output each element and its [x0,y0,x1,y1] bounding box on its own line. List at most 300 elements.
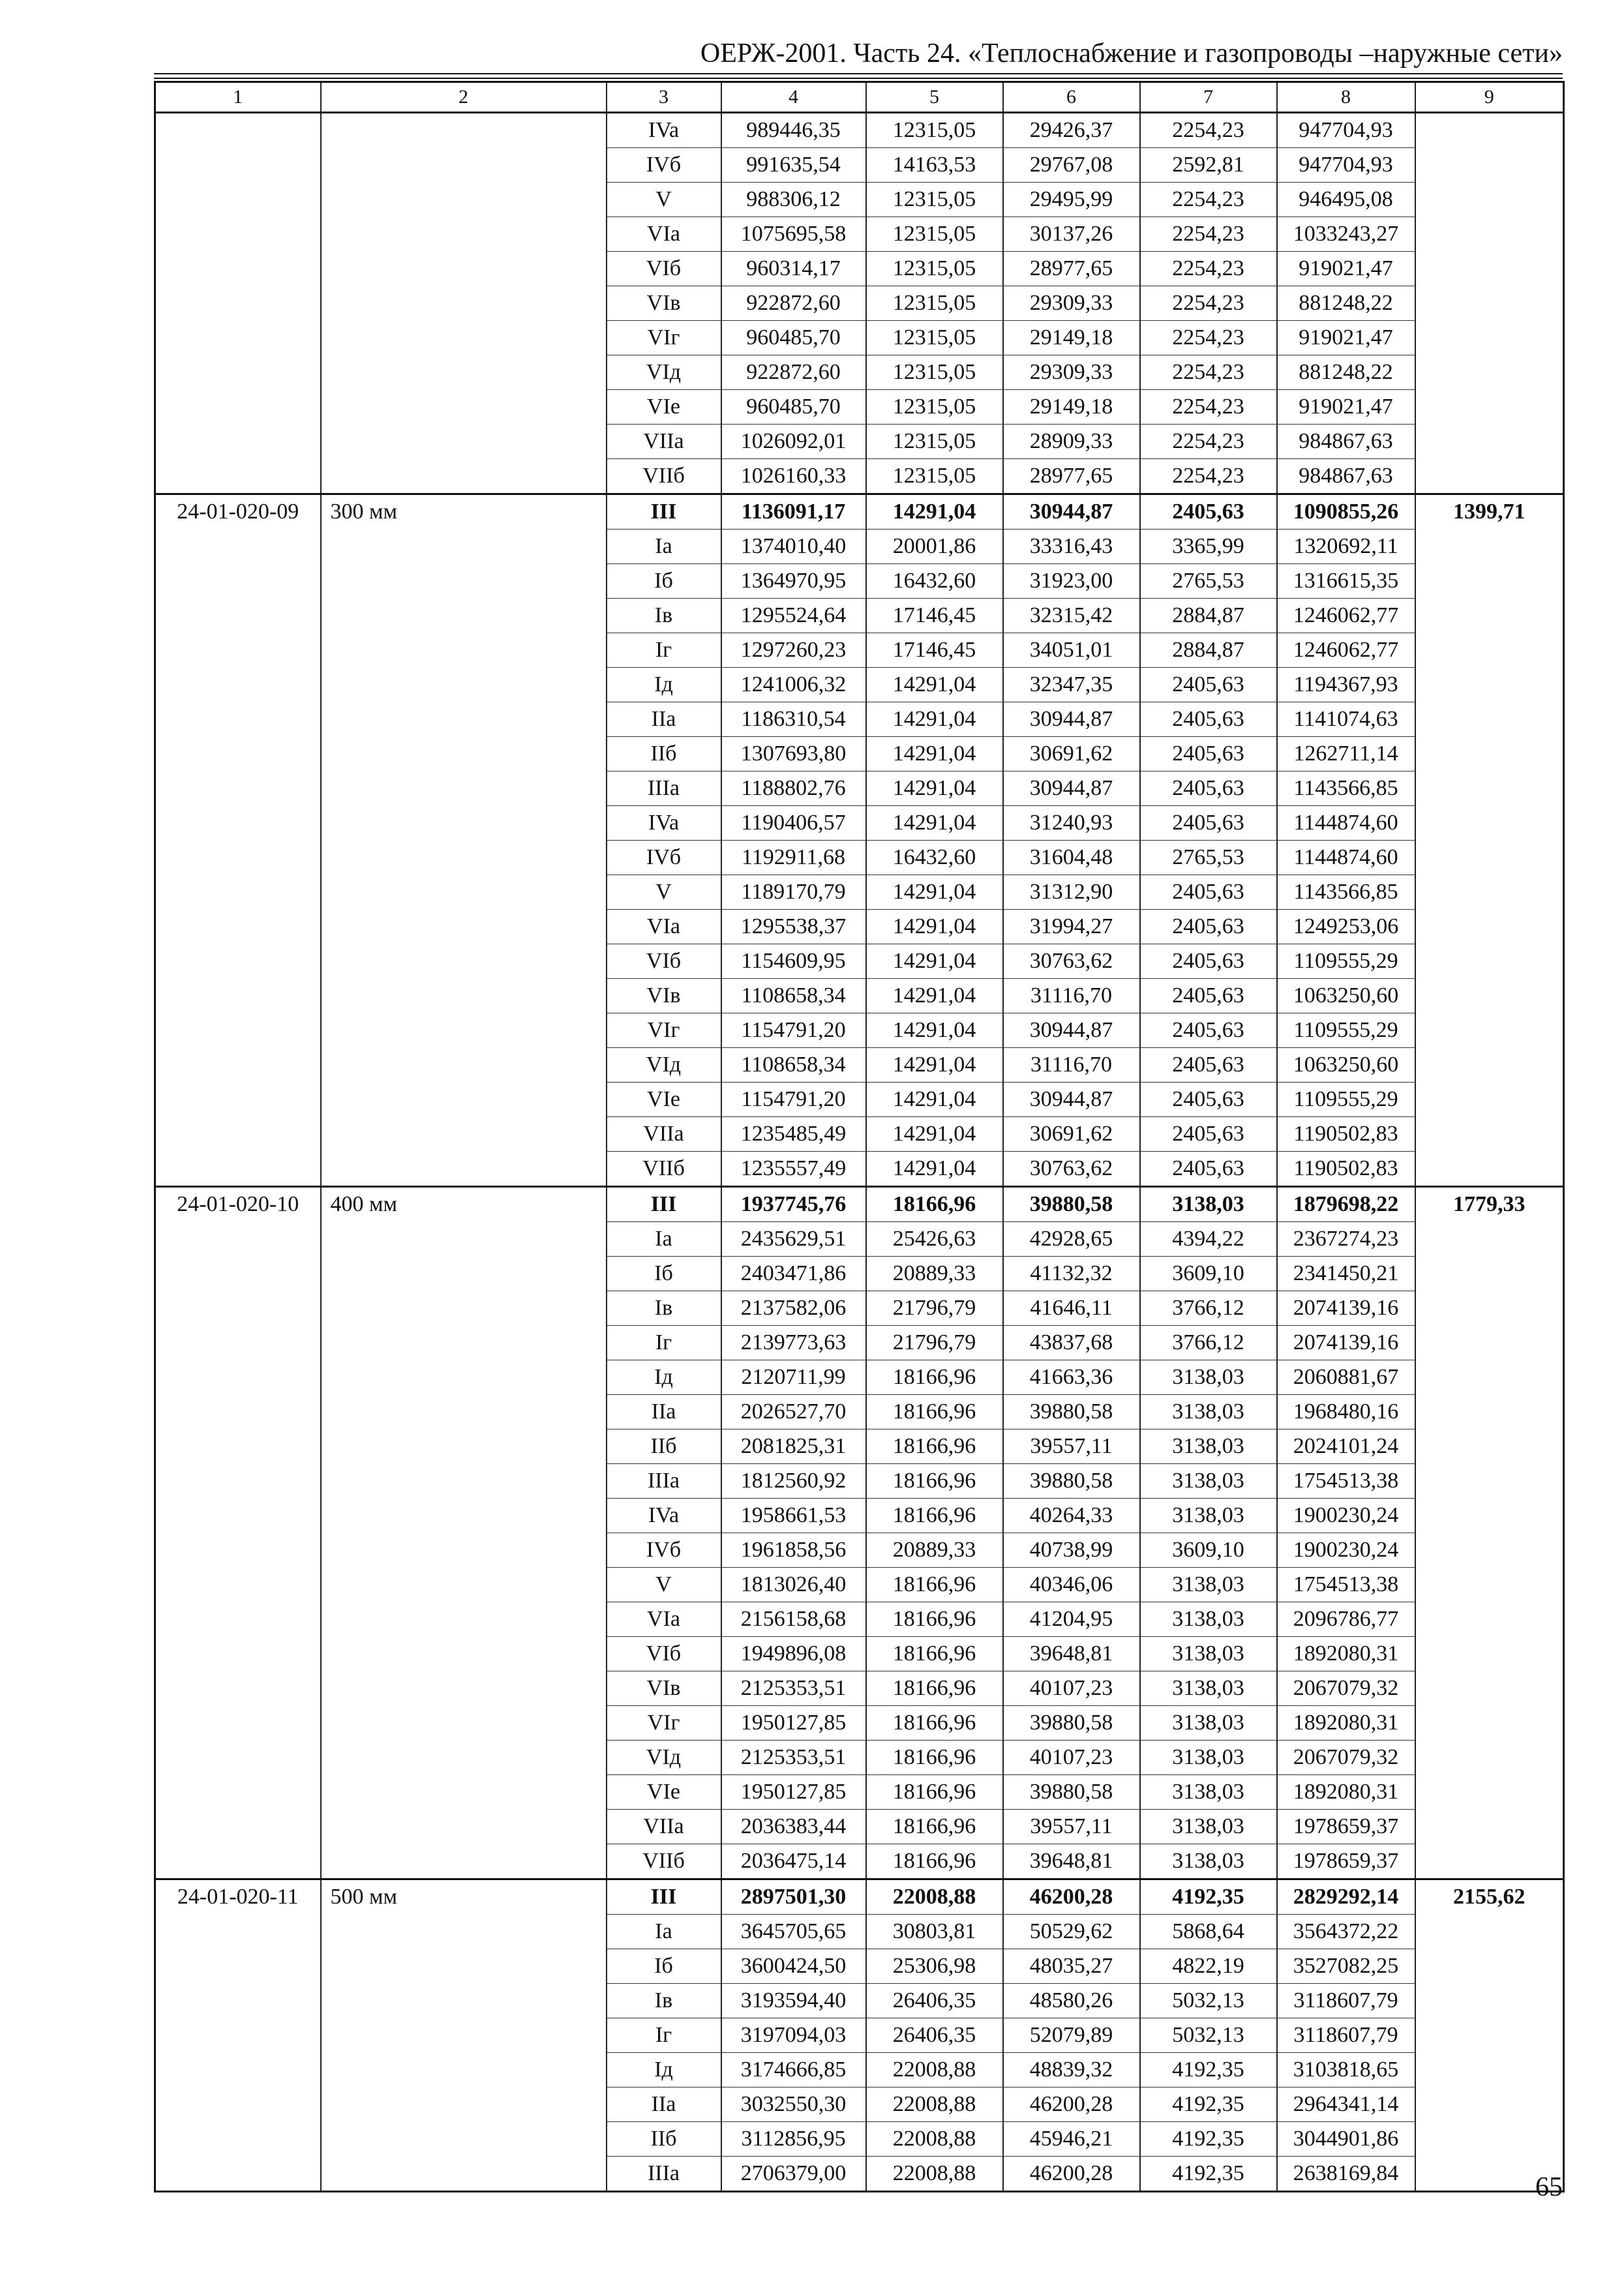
cost-value: 1307693,80 [721,737,866,771]
cost-value: 1033243,27 [1277,217,1415,252]
cost-value: 3138,03 [1140,1775,1277,1810]
cost-value: 1192911,68 [721,841,866,875]
cost-value: 12315,05 [866,183,1003,217]
cost-value: 947704,93 [1277,113,1415,148]
cost-value: 2341450,21 [1277,1257,1415,1291]
cost-value: 1892080,31 [1277,1775,1415,1810]
zone-category: IVa [607,1499,721,1533]
cost-value: 2026527,70 [721,1395,866,1429]
cost-value: 1141074,63 [1277,702,1415,737]
zone-category: III [607,494,721,530]
zone-category: IVa [607,113,721,148]
cost-value: 1364970,95 [721,564,866,599]
cost-value: 2405,63 [1140,1013,1277,1048]
cost-value: 50529,62 [1003,1915,1140,1949]
cost-value: 3138,03 [1140,1810,1277,1844]
cost-value: 2120711,99 [721,1360,866,1395]
cost-value: 3032550,30 [721,2087,866,2122]
cost-value: 30944,87 [1003,702,1140,737]
cost-value: 2765,53 [1140,841,1277,875]
zone-category: III [607,1879,721,1915]
cost-value: 947704,93 [1277,148,1415,183]
cost-value: 41663,36 [1003,1360,1140,1395]
cost-value: 29495,99 [1003,183,1140,217]
pipe-diameter: 400 мм [321,1187,607,1879]
cost-value: 18166,96 [866,1637,1003,1671]
cost-value: 48839,32 [1003,2053,1140,2087]
cost-value: 1108658,34 [721,979,866,1013]
cost-value: 41646,11 [1003,1291,1140,1326]
cost-value: 33316,43 [1003,530,1140,564]
cost-value: 22008,88 [866,2157,1003,2192]
cost-value: 881248,22 [1277,355,1415,390]
cost-value: 881248,22 [1277,286,1415,321]
cost-value: 1900230,24 [1277,1499,1415,1533]
cost-value: 1109555,29 [1277,1083,1415,1117]
cost-value: 31116,70 [1003,1048,1140,1083]
zone-category: VIIб [607,1152,721,1187]
cost-value: 46200,28 [1003,2157,1140,2192]
header-rule-top [154,73,1563,74]
cost-value: 2405,63 [1140,875,1277,910]
cost-value: 919021,47 [1277,321,1415,355]
cost-value: 31923,00 [1003,564,1140,599]
cost-value: 2884,87 [1140,633,1277,668]
cost-value: 2405,63 [1140,944,1277,979]
cost-value: 3138,03 [1140,1844,1277,1879]
cost-value: 1950127,85 [721,1775,866,1810]
cost-value: 34051,01 [1003,633,1140,668]
cost-value: 2405,63 [1140,1083,1277,1117]
column-number-row [155,82,1564,113]
labor-total [1415,113,1564,494]
cost-value: 31312,90 [1003,875,1140,910]
labor-total: 1779,33 [1415,1187,1564,1879]
cost-value: 12315,05 [866,286,1003,321]
zone-category: VIa [607,910,721,944]
cost-value: 1154791,20 [721,1013,866,1048]
cost-value: 42928,65 [1003,1222,1140,1257]
cost-value: 40107,23 [1003,1671,1140,1706]
cost-value: 3365,99 [1140,530,1277,564]
cost-value: 2036383,44 [721,1810,866,1844]
cost-value: 14291,04 [866,875,1003,910]
cost-value: 984867,63 [1277,425,1415,459]
zone-category: IIIa [607,1464,721,1499]
cost-value: 40738,99 [1003,1533,1140,1568]
cost-value: 960485,70 [721,321,866,355]
cost-value: 30691,62 [1003,1117,1140,1152]
rates-table [154,81,1565,2192]
cost-value: 17146,45 [866,599,1003,633]
cost-value: 1063250,60 [1277,979,1415,1013]
cost-value: 3766,12 [1140,1326,1277,1360]
cost-value: 28977,65 [1003,459,1140,494]
zone-category: III [607,1187,721,1222]
cost-value: 919021,47 [1277,252,1415,286]
cost-value: 2405,63 [1140,1117,1277,1152]
cost-value: 22008,88 [866,2053,1003,2087]
cost-value: 1958661,53 [721,1499,866,1533]
cost-value: 18166,96 [866,1775,1003,1810]
cost-value: 14291,04 [866,1117,1003,1152]
cost-value: 31116,70 [1003,979,1140,1013]
cost-value: 3645705,65 [721,1915,866,1949]
cost-value: 3527082,25 [1277,1949,1415,1984]
zone-category: VIг [607,321,721,355]
cost-value: 12315,05 [866,113,1003,148]
cost-value: 18166,96 [866,1741,1003,1775]
cost-value: 21796,79 [866,1291,1003,1326]
zone-category: VIб [607,944,721,979]
cost-value: 39880,58 [1003,1706,1140,1741]
cost-value: 28977,65 [1003,252,1140,286]
cost-value: 3138,03 [1140,1499,1277,1533]
cost-value: 2435629,51 [721,1222,866,1257]
cost-value: 2638169,84 [1277,2157,1415,2192]
cost-value: 1961858,56 [721,1533,866,1568]
cost-value: 20001,86 [866,530,1003,564]
cost-value: 1316615,35 [1277,564,1415,599]
cost-value: 1297260,23 [721,633,866,668]
cost-value: 4394,22 [1140,1222,1277,1257]
cost-value: 2254,23 [1140,390,1277,425]
zone-category: IVб [607,148,721,183]
cost-value: 14291,04 [866,668,1003,702]
cost-value: 17146,45 [866,633,1003,668]
cost-value: 29149,18 [1003,321,1140,355]
cost-value: 14291,04 [866,702,1003,737]
labor-total: 1399,71 [1415,494,1564,1187]
zone-category: VIг [607,1706,721,1741]
cost-value: 1108658,34 [721,1048,866,1083]
zone-category: VIIa [607,1810,721,1844]
cost-value: 1143566,85 [1277,771,1415,806]
cost-value: 1812560,92 [721,1464,866,1499]
zone-category: Iв [607,1984,721,2018]
cost-value: 1143566,85 [1277,875,1415,910]
cost-value: 1190406,57 [721,806,866,841]
cost-value: 2405,63 [1140,668,1277,702]
cost-value: 41204,95 [1003,1602,1140,1637]
zone-category: VIв [607,1671,721,1706]
cost-value: 1235485,49 [721,1117,866,1152]
cost-value: 48580,26 [1003,1984,1140,2018]
zone-category: VIIa [607,1117,721,1152]
cost-value: 2060881,67 [1277,1360,1415,1395]
cost-value: 2254,23 [1140,355,1277,390]
cost-value: 39880,58 [1003,1775,1140,1810]
cost-value: 1262711,14 [1277,737,1415,771]
cost-value: 2405,63 [1140,979,1277,1013]
cost-value: 3197094,03 [721,2018,866,2053]
zone-category: IIб [607,2122,721,2157]
cost-value: 3103818,65 [1277,2053,1415,2087]
cost-value: 3174666,85 [721,2053,866,2087]
cost-value: 1154791,20 [721,1083,866,1117]
cost-value: 960314,17 [721,252,866,286]
cost-value: 1063250,60 [1277,1048,1415,1083]
cost-value: 18166,96 [866,1602,1003,1637]
cost-value: 2254,23 [1140,183,1277,217]
cost-value: 16432,60 [866,841,1003,875]
cost-value: 2829292,14 [1277,1879,1415,1915]
cost-value: 5868,64 [1140,1915,1277,1949]
cost-value: 2096786,77 [1277,1602,1415,1637]
zone-category: VIд [607,1741,721,1775]
cost-value: 1136091,17 [721,494,866,530]
cost-value: 2254,23 [1140,321,1277,355]
cost-value: 2405,63 [1140,806,1277,841]
cost-value: 2074139,16 [1277,1291,1415,1326]
cost-value: 18166,96 [866,1706,1003,1741]
zone-category: VIд [607,1048,721,1083]
cost-value: 1075695,58 [721,217,866,252]
cost-value: 2081825,31 [721,1429,866,1464]
cost-value: 48035,27 [1003,1949,1140,1984]
cost-value: 46200,28 [1003,2087,1140,2122]
cost-value: 39880,58 [1003,1464,1140,1499]
cost-value: 18166,96 [866,1464,1003,1499]
cost-value: 2405,63 [1140,771,1277,806]
cost-value: 1241006,32 [721,668,866,702]
zone-category: Iб [607,1257,721,1291]
cost-value: 2405,63 [1140,1048,1277,1083]
zone-category: Iв [607,1291,721,1326]
zone-category: Ia [607,1915,721,1949]
cost-value: 14291,04 [866,979,1003,1013]
cost-value: 1950127,85 [721,1706,866,1741]
cost-value: 26406,35 [866,1984,1003,2018]
zone-category: VIIб [607,1844,721,1879]
cost-value: 3138,03 [1140,1706,1277,1741]
cost-value: 22008,88 [866,2087,1003,2122]
cost-value: 30944,87 [1003,1083,1140,1117]
cost-value: 1026092,01 [721,425,866,459]
cost-value: 31240,93 [1003,806,1140,841]
cost-value: 30944,87 [1003,1013,1140,1048]
cost-value: 1026160,33 [721,459,866,494]
cost-value: 30763,62 [1003,944,1140,979]
cost-value: 922872,60 [721,286,866,321]
column-number: 2 [321,82,607,113]
cost-value: 30691,62 [1003,737,1140,771]
cost-value: 3138,03 [1140,1187,1277,1222]
zone-category: VIe [607,1083,721,1117]
zone-category: VIa [607,217,721,252]
cost-value: 1320692,11 [1277,530,1415,564]
cost-value: 989446,35 [721,113,866,148]
cost-value: 22008,88 [866,2122,1003,2157]
cost-value: 25306,98 [866,1949,1003,1984]
cost-value: 3138,03 [1140,1637,1277,1671]
cost-value: 1144874,60 [1277,841,1415,875]
zone-category: IIIa [607,771,721,806]
table-row [155,494,1564,530]
cost-value: 3138,03 [1140,1741,1277,1775]
zone-category: VIIб [607,459,721,494]
cost-value: 1189170,79 [721,875,866,910]
cost-value: 1090855,26 [1277,494,1415,530]
page-header: ОЕРЖ-2001. Часть 24. «Теплоснабжение и газопроводы –наружные сети» [700,38,1563,68]
cost-value: 3138,03 [1140,1395,1277,1429]
zone-category: VIд [607,355,721,390]
cost-value: 14291,04 [866,806,1003,841]
cost-value: 2125353,51 [721,1741,866,1775]
cost-value: 2254,23 [1140,425,1277,459]
zone-category: Ia [607,530,721,564]
cost-value: 3609,10 [1140,1533,1277,1568]
cost-value: 14163,53 [866,148,1003,183]
zone-category: VIб [607,1637,721,1671]
zone-category: IIa [607,702,721,737]
cost-value: 14291,04 [866,910,1003,944]
cost-value: 1754513,38 [1277,1568,1415,1602]
cost-value: 1190502,83 [1277,1152,1415,1187]
zone-category: VIг [607,1013,721,1048]
cost-value: 2367274,23 [1277,1222,1415,1257]
cost-value: 4822,19 [1140,1949,1277,1984]
cost-value: 3138,03 [1140,1360,1277,1395]
cost-value: 14291,04 [866,1013,1003,1048]
cost-value: 41132,32 [1003,1257,1140,1291]
cost-value: 30944,87 [1003,494,1140,530]
zone-category: Iд [607,1360,721,1395]
cost-value: 39648,81 [1003,1637,1140,1671]
cost-value: 18166,96 [866,1360,1003,1395]
cost-value: 1892080,31 [1277,1637,1415,1671]
cost-value: 20889,33 [866,1533,1003,1568]
zone-category: IIб [607,1429,721,1464]
cost-value: 29309,33 [1003,355,1140,390]
cost-value: 3193594,40 [721,1984,866,2018]
column-number: 8 [1277,82,1415,113]
cost-value: 14291,04 [866,771,1003,806]
cost-value: 40346,06 [1003,1568,1140,1602]
rate-code: 24-01-020-11 [155,1879,321,2192]
cost-value: 1144874,60 [1277,806,1415,841]
zone-category: VIIa [607,425,721,459]
pipe-diameter [321,113,607,494]
zone-category: IVб [607,841,721,875]
zone-category: IVa [607,806,721,841]
cost-value: 2024101,24 [1277,1429,1415,1464]
zone-category: IIб [607,737,721,771]
rate-code: 24-01-020-09 [155,494,321,1187]
cost-value: 2074139,16 [1277,1326,1415,1360]
column-number: 7 [1140,82,1277,113]
cost-value: 12315,05 [866,425,1003,459]
cost-value: 1188802,76 [721,771,866,806]
cost-value: 14291,04 [866,1048,1003,1083]
cost-value: 18166,96 [866,1844,1003,1879]
cost-value: 22008,88 [866,1879,1003,1915]
cost-value: 12315,05 [866,217,1003,252]
cost-value: 29767,08 [1003,148,1140,183]
cost-value: 2405,63 [1140,737,1277,771]
zone-category: IIa [607,2087,721,2122]
cost-value: 1937745,76 [721,1187,866,1222]
table-row [155,113,1564,148]
cost-value: 3118607,79 [1277,2018,1415,2053]
zone-category: Iг [607,1326,721,1360]
zone-category: Ia [607,1222,721,1257]
cost-value: 14291,04 [866,944,1003,979]
cost-value: 46200,28 [1003,1879,1140,1915]
cost-value: 29426,37 [1003,113,1140,148]
cost-value: 1246062,77 [1277,599,1415,633]
rates-table-body [155,82,1564,2192]
cost-value: 2137582,06 [721,1291,866,1326]
cost-value: 29309,33 [1003,286,1140,321]
pipe-diameter: 500 мм [321,1879,607,2192]
cost-value: 1194367,93 [1277,668,1415,702]
cost-value: 39880,58 [1003,1187,1140,1222]
cost-value: 2254,23 [1140,459,1277,494]
cost-value: 45946,21 [1003,2122,1140,2157]
cost-value: 2254,23 [1140,217,1277,252]
cost-value: 18166,96 [866,1671,1003,1706]
zone-category: VIб [607,252,721,286]
cost-value: 4192,35 [1140,2053,1277,2087]
cost-value: 946495,08 [1277,183,1415,217]
cost-value: 1249253,06 [1277,910,1415,944]
cost-value: 1978659,37 [1277,1844,1415,1879]
cost-value: 32347,35 [1003,668,1140,702]
cost-value: 28909,33 [1003,425,1140,459]
cost-value: 39557,11 [1003,1429,1140,1464]
cost-value: 991635,54 [721,148,866,183]
cost-value: 1754513,38 [1277,1464,1415,1499]
cost-value: 2765,53 [1140,564,1277,599]
cost-value: 12315,05 [866,459,1003,494]
cost-value: 2036475,14 [721,1844,866,1879]
cost-value: 2706379,00 [721,2157,866,2192]
cost-value: 12315,05 [866,390,1003,425]
cost-value: 39557,11 [1003,1810,1140,1844]
cost-value: 30944,87 [1003,771,1140,806]
cost-value: 1978659,37 [1277,1810,1415,1844]
cost-value: 1968480,16 [1277,1395,1415,1429]
cost-value: 919021,47 [1277,390,1415,425]
cost-value: 1154609,95 [721,944,866,979]
zone-category: V [607,183,721,217]
cost-value: 960485,70 [721,390,866,425]
cost-value: 2964341,14 [1277,2087,1415,2122]
cost-value: 43837,68 [1003,1326,1140,1360]
cost-value: 5032,13 [1140,2018,1277,2053]
cost-value: 2405,63 [1140,1152,1277,1187]
cost-value: 18166,96 [866,1395,1003,1429]
cost-value: 4192,35 [1140,2087,1277,2122]
cost-value: 3564372,22 [1277,1915,1415,1949]
cost-value: 3118607,79 [1277,1984,1415,2018]
cost-value: 18166,96 [866,1499,1003,1533]
cost-value: 12315,05 [866,355,1003,390]
cost-value: 2067079,32 [1277,1671,1415,1706]
zone-category: IIIa [607,2157,721,2192]
zone-category: Iд [607,668,721,702]
cost-value: 1246062,77 [1277,633,1415,668]
cost-value: 30803,81 [866,1915,1003,1949]
cost-value: 30763,62 [1003,1152,1140,1187]
column-number: 6 [1003,82,1140,113]
cost-value: 32315,42 [1003,599,1140,633]
cost-value: 2897501,30 [721,1879,866,1915]
column-number: 3 [607,82,721,113]
zone-category: IIa [607,1395,721,1429]
cost-value: 2884,87 [1140,599,1277,633]
